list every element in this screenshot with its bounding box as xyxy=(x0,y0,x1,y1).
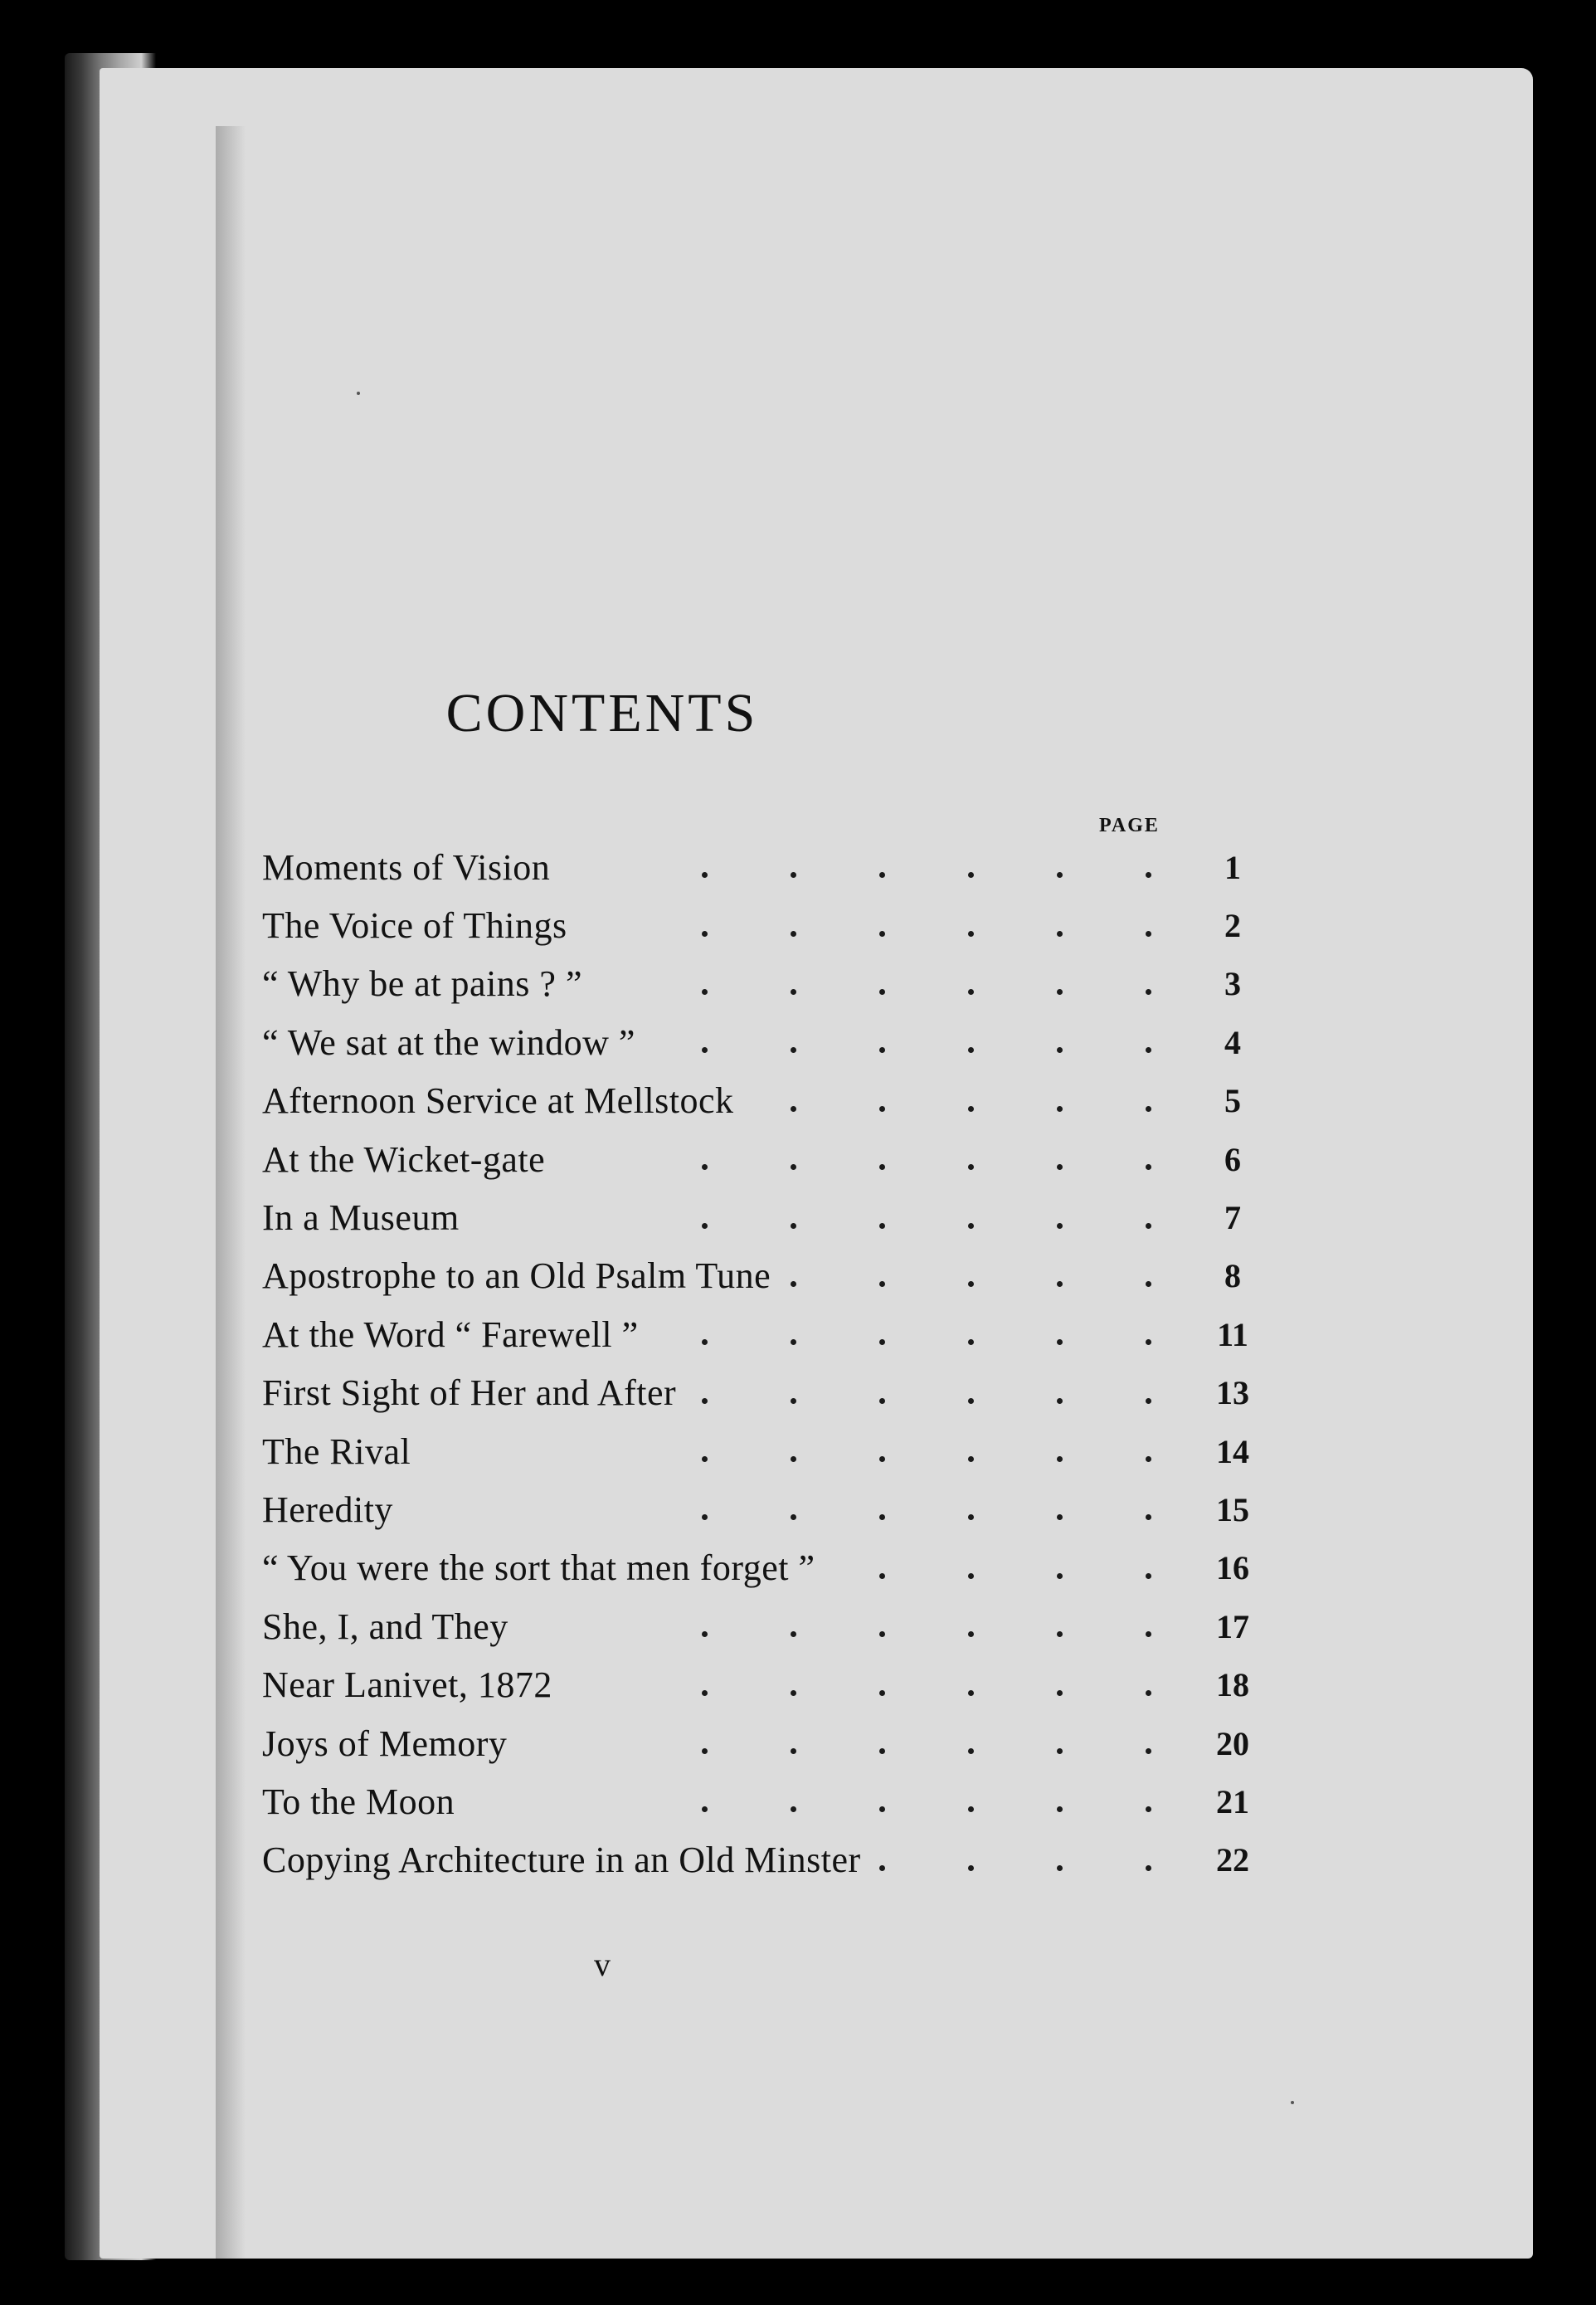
leader-dot xyxy=(791,1106,796,1112)
leader-dot xyxy=(791,1398,796,1404)
leader-dot xyxy=(702,931,708,937)
toc-entry-page-number: 17 xyxy=(1216,1607,1249,1645)
toc-entry xyxy=(262,1714,1274,1772)
leader-dot xyxy=(1057,872,1063,878)
leader-dot xyxy=(968,1106,974,1112)
leader-dot xyxy=(1146,1223,1151,1229)
leader-dot xyxy=(1146,872,1151,878)
toc-entry-title: Joys of Memory xyxy=(262,1723,508,1764)
toc-entry-page-number: 13 xyxy=(1216,1374,1249,1412)
paper-speck xyxy=(1291,2101,1294,2104)
leader-dot xyxy=(791,989,796,995)
leader-dot xyxy=(968,1339,974,1345)
leader-dot xyxy=(791,1339,796,1345)
leader-dot xyxy=(791,1748,796,1754)
toc-entry-title: Heredity xyxy=(262,1489,393,1530)
leader-dot xyxy=(702,1514,708,1520)
toc-entry xyxy=(262,1480,1274,1538)
toc-entry-page-number: 14 xyxy=(1216,1432,1249,1470)
leader-dot xyxy=(791,1514,796,1520)
leader-dot xyxy=(879,1806,885,1812)
toc-entry xyxy=(262,1247,1274,1305)
leader-dot xyxy=(1057,989,1063,995)
leader-dot xyxy=(1057,1047,1063,1053)
toc-entry xyxy=(262,1013,1274,1071)
leader-dot xyxy=(702,1164,708,1170)
leader-dot xyxy=(968,872,974,878)
toc-entry-title: Near Lanivet, 1872 xyxy=(262,1664,552,1706)
leader-dot xyxy=(702,1748,708,1754)
toc-entry-page-number: 6 xyxy=(1224,1140,1241,1178)
leader-dot xyxy=(702,989,708,995)
leader-dot xyxy=(1146,1514,1151,1520)
leader-dot xyxy=(879,1164,885,1170)
leader-dot xyxy=(1057,1806,1063,1812)
leader-dot xyxy=(1057,1164,1063,1170)
leader-dot xyxy=(791,1281,796,1287)
leader-dot xyxy=(968,1047,974,1053)
leader-dot xyxy=(968,989,974,995)
leader-dot xyxy=(1146,1690,1151,1696)
leader-dot xyxy=(879,1223,885,1229)
leader-dot xyxy=(879,1339,885,1345)
toc-entry xyxy=(262,1831,1274,1889)
toc-entry-page-number: 1 xyxy=(1224,848,1241,886)
toc-entry-page-number: 7 xyxy=(1224,1199,1241,1237)
leader-dot xyxy=(1146,989,1151,995)
toc-entry-title: First Sight of Her and After xyxy=(262,1372,677,1414)
leader-dot xyxy=(1057,1398,1063,1404)
toc-entry-title: At the Wicket-gate xyxy=(262,1138,546,1180)
leader-dot xyxy=(791,1690,796,1696)
toc-entry-page-number: 22 xyxy=(1216,1841,1249,1879)
leader-dot xyxy=(1146,1398,1151,1404)
leader-dot xyxy=(1146,1456,1151,1462)
leader-dot xyxy=(1057,1281,1063,1287)
leader-dot xyxy=(879,1514,885,1520)
toc-entry xyxy=(262,1072,1274,1130)
leader-dot xyxy=(968,1223,974,1229)
leader-dot xyxy=(1146,1806,1151,1812)
leader-dot xyxy=(702,1690,708,1696)
leader-dot xyxy=(791,1164,796,1170)
leader-dot xyxy=(1057,931,1063,937)
leader-dot xyxy=(791,1456,796,1462)
toc-entry-title: At the Word “ Farewell ” xyxy=(262,1313,639,1355)
leader-dot xyxy=(1057,1748,1063,1754)
toc-entry-title: The Voice of Things xyxy=(262,905,567,947)
toc-entry-page-number: 3 xyxy=(1224,965,1241,1003)
toc-entry xyxy=(262,1422,1274,1480)
leader-dot xyxy=(702,1806,708,1812)
leader-dot xyxy=(1057,1573,1063,1579)
leader-dot xyxy=(791,872,796,878)
leader-dot xyxy=(968,1865,974,1871)
leader-dot xyxy=(1057,1106,1063,1112)
toc-entry-page-number: 21 xyxy=(1216,1782,1249,1820)
toc-entry xyxy=(262,1188,1274,1246)
toc-entry-page-number: 15 xyxy=(1216,1490,1249,1528)
toc-entry xyxy=(262,955,1274,1013)
leader-dot xyxy=(1057,1223,1063,1229)
toc-entry xyxy=(262,896,1274,954)
toc-entry xyxy=(262,1364,1274,1422)
toc-entry-title: She, I, and They xyxy=(262,1606,508,1647)
toc-entry xyxy=(262,1130,1274,1188)
leader-dot xyxy=(968,1631,974,1637)
toc-entry-page-number: 8 xyxy=(1224,1257,1241,1295)
leader-dot xyxy=(879,1398,885,1404)
leader-dot xyxy=(968,1456,974,1462)
leader-dot xyxy=(1146,1631,1151,1637)
toc-entry-title: In a Museum xyxy=(262,1197,460,1239)
leader-dot xyxy=(791,1223,796,1229)
toc-entry xyxy=(262,838,1274,896)
leader-dot xyxy=(968,1748,974,1754)
leader-dot xyxy=(702,872,708,878)
toc-entry xyxy=(262,1772,1274,1830)
leader-dot xyxy=(879,1690,885,1696)
toc-entry-title: “ Why be at pains ? ” xyxy=(262,963,582,1005)
toc-entry-page-number: 2 xyxy=(1224,907,1241,945)
leader-dot xyxy=(1057,1690,1063,1696)
toc-entry-page-number: 16 xyxy=(1216,1549,1249,1587)
leader-dot xyxy=(702,1339,708,1345)
leader-dot xyxy=(791,931,796,937)
leader-dot xyxy=(968,1281,974,1287)
table-of-contents xyxy=(262,838,1274,1889)
leader-dot xyxy=(1057,1631,1063,1637)
toc-entry-title: To the Moon xyxy=(262,1781,455,1822)
toc-entry-page-number: 20 xyxy=(1216,1724,1249,1762)
leader-dot xyxy=(879,931,885,937)
leader-dot xyxy=(879,1631,885,1637)
leader-dot xyxy=(968,1690,974,1696)
leader-dot xyxy=(879,872,885,878)
toc-entry-title: “ We sat at the window ” xyxy=(262,1021,635,1063)
leader-dot xyxy=(702,1456,708,1462)
toc-entry-page-number: 5 xyxy=(1224,1082,1241,1120)
book-page xyxy=(100,68,1533,2259)
leader-dot xyxy=(791,1631,796,1637)
leader-dot xyxy=(1057,1865,1063,1871)
leader-dot xyxy=(968,1164,974,1170)
leader-dot xyxy=(968,931,974,937)
leader-dot xyxy=(1146,931,1151,937)
toc-entry-title: “ You were the sort that men forget ” xyxy=(262,1547,815,1589)
leader-dot xyxy=(1146,1573,1151,1579)
leader-dot xyxy=(968,1514,974,1520)
leader-dot xyxy=(1146,1865,1151,1871)
leader-dot xyxy=(791,1806,796,1812)
leader-dot xyxy=(968,1398,974,1404)
toc-entry-title: The Rival xyxy=(262,1430,411,1472)
leader-dot xyxy=(879,989,885,995)
leader-dot xyxy=(879,1865,885,1871)
toc-entry-page-number: 18 xyxy=(1216,1666,1249,1704)
leader-dot xyxy=(879,1748,885,1754)
leader-dot xyxy=(1057,1456,1063,1462)
leader-dot xyxy=(879,1456,885,1462)
toc-entry-title: Copying Architecture in an Old Minster xyxy=(262,1840,861,1881)
leader-dot xyxy=(1146,1047,1151,1053)
leader-dot xyxy=(1146,1748,1151,1754)
leader-dot xyxy=(1146,1281,1151,1287)
toc-entry xyxy=(262,1655,1274,1713)
leader-dot xyxy=(1146,1106,1151,1112)
leader-dot xyxy=(879,1281,885,1287)
toc-entry-page-number: 4 xyxy=(1224,1023,1241,1061)
page-column-label: PAGE xyxy=(1099,815,1160,836)
toc-entry-page-number: 11 xyxy=(1217,1315,1248,1353)
toc-entry xyxy=(262,1597,1274,1655)
leader-dot xyxy=(791,1047,796,1053)
leader-dot xyxy=(1146,1339,1151,1345)
toc-entry-title: Afternoon Service at Mellstock xyxy=(262,1080,734,1122)
leader-dot xyxy=(1057,1514,1063,1520)
leader-dot xyxy=(968,1806,974,1812)
leader-dot xyxy=(702,1398,708,1404)
leader-dot xyxy=(879,1106,885,1112)
toc-entry-title: Apostrophe to an Old Psalm Tune xyxy=(262,1255,771,1297)
contents-heading: CONTENTS xyxy=(445,683,759,743)
leader-dot xyxy=(879,1047,885,1053)
paper-speck xyxy=(357,392,360,395)
toc-entry-title: Moments of Vision xyxy=(262,846,551,888)
page-folio: v xyxy=(594,1946,611,1983)
gutter-edge-shadow xyxy=(216,126,246,2259)
leader-dot xyxy=(702,1223,708,1229)
leader-dot xyxy=(1057,1339,1063,1345)
leader-dot xyxy=(1146,1164,1151,1170)
leader-dot xyxy=(968,1573,974,1579)
leader-dot xyxy=(879,1573,885,1579)
toc-entry xyxy=(262,1539,1274,1597)
toc-entry xyxy=(262,1305,1274,1363)
leader-dot xyxy=(702,1047,708,1053)
leader-dot xyxy=(702,1631,708,1637)
